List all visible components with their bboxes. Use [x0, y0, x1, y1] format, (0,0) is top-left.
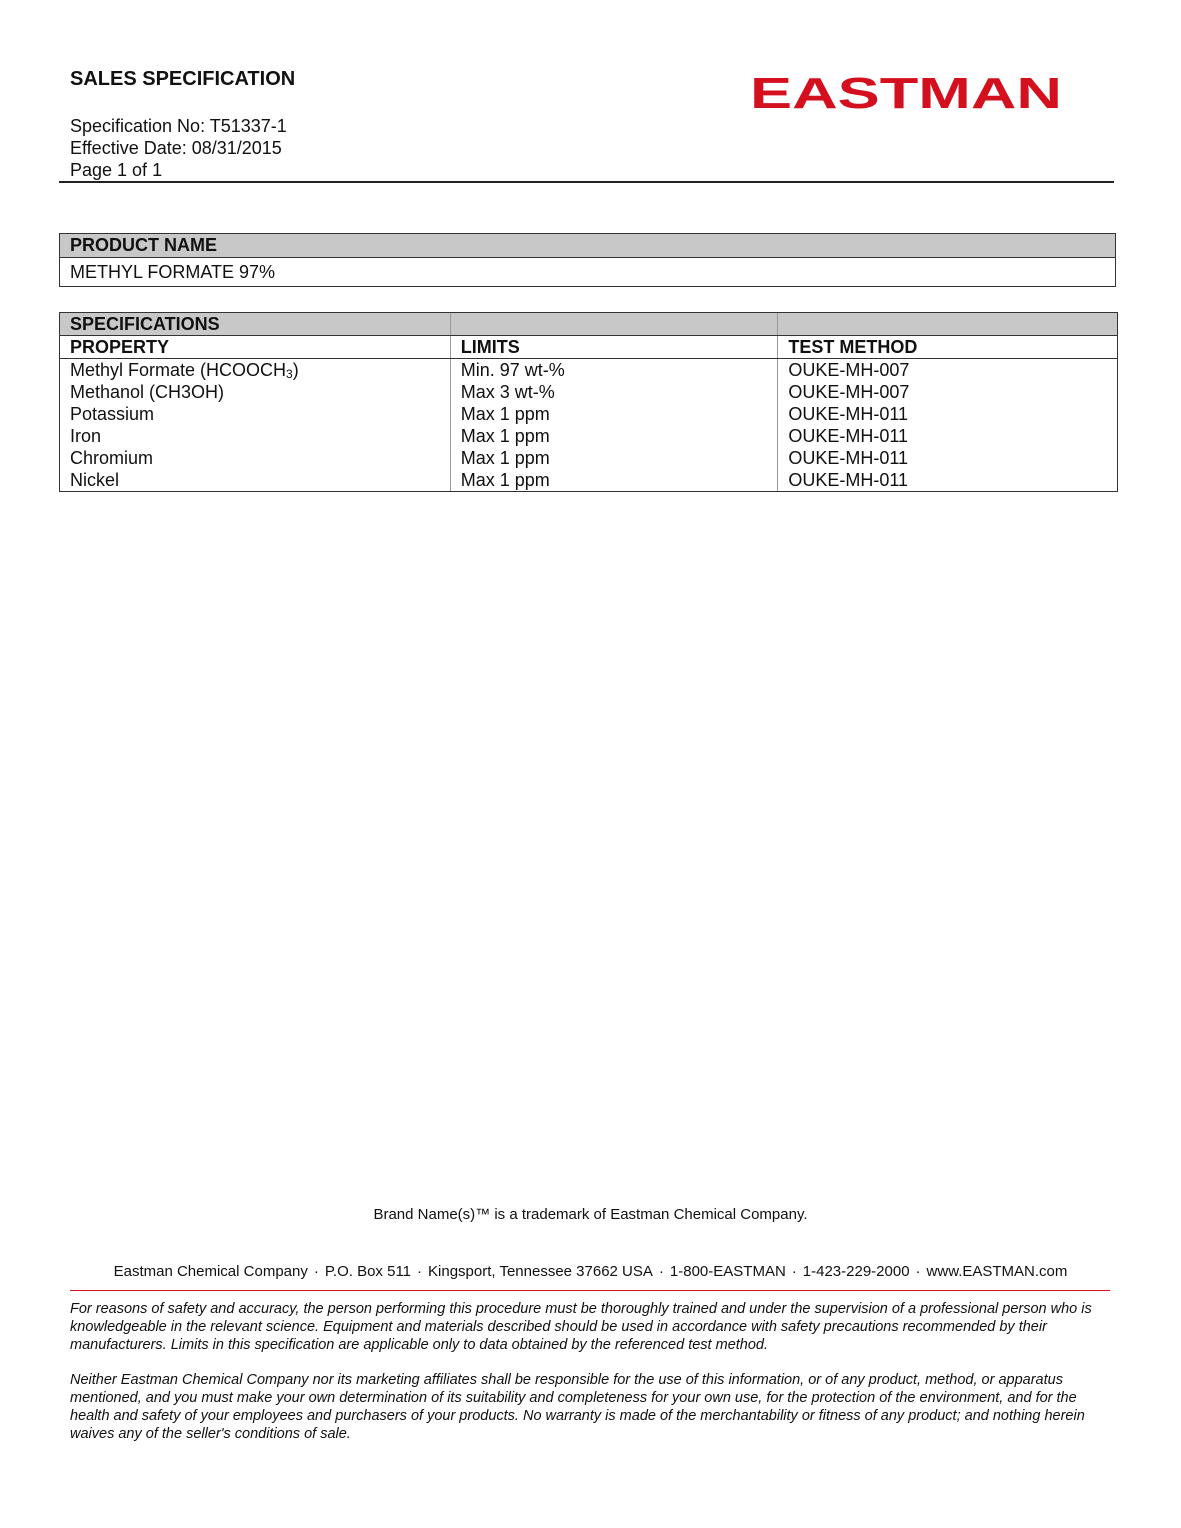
product-name-value: METHYL FORMATE 97%: [60, 258, 1116, 287]
column-header-test-method: TEST METHOD: [778, 336, 1118, 359]
table-row: [60, 447, 1118, 469]
limit-cell: Max 1 ppm: [450, 403, 778, 425]
trademark-notice: Brand Name(s)™ is a trademark of Eastman Chemical Company.: [373, 1206, 808, 1223]
city-address: Kingsport, Tennessee 37662 USA: [428, 1263, 653, 1280]
svg-text:EASTMAN: EASTMAN: [750, 72, 1062, 112]
column-header-property: PROPERTY: [60, 336, 451, 359]
effective-date: Effective Date: 08/31/2015: [70, 138, 282, 158]
separator-dot: ·: [791, 1263, 797, 1280]
table-row: [60, 359, 1118, 382]
column-header-limits: LIMITS: [450, 336, 778, 359]
footer-divider: [70, 1290, 1110, 1291]
table-row: [60, 425, 1118, 447]
test-method-cell: OUKE-MH-007: [778, 381, 1118, 403]
separator-dot: ·: [915, 1263, 921, 1280]
property-cell: Iron: [60, 425, 451, 447]
company-name: Eastman Chemical Company: [113, 1263, 308, 1280]
test-method-cell: OUKE-MH-011: [778, 447, 1118, 469]
specifications-table: [59, 312, 1118, 492]
test-method-cell: OUKE-MH-011: [778, 425, 1118, 447]
eastman-logo: [750, 72, 1062, 112]
website-link[interactable]: www.EASTMAN.com: [926, 1263, 1068, 1280]
table-row: [60, 381, 1118, 403]
company-address-bar: [0, 1263, 1181, 1280]
separator-dot: ·: [658, 1263, 664, 1280]
limit-cell: Min. 97 wt-%: [450, 359, 778, 382]
property-cell: Chromium: [60, 447, 451, 469]
specification-number: Specification No: T51337-1: [70, 116, 287, 136]
separator-dot: ·: [313, 1263, 319, 1280]
property-cell: Methyl Formate $(HCOOCH_3)$: [60, 359, 451, 382]
property-cell: Methanol (CH3OH): [60, 381, 451, 403]
property-cell: Potassium: [60, 403, 451, 425]
limit-cell: Max 1 ppm: [450, 425, 778, 447]
test-method-cell: OUKE-MH-007: [778, 359, 1118, 382]
limit-cell: Max 1 ppm: [450, 469, 778, 492]
test-method-cell: OUKE-MH-011: [778, 469, 1118, 492]
page-indicator: Page 1 of 1: [70, 160, 163, 180]
property-cell: Nickel: [60, 469, 451, 492]
phone-toll-free: 1-800-EASTMAN: [669, 1263, 786, 1280]
header-divider: [59, 181, 1114, 183]
separator-dot: ·: [417, 1263, 423, 1280]
phone-number: 1-423-229-2000: [802, 1263, 910, 1280]
liability-disclaimer: Neither Eastman Chemical Company nor its marketing affiliates shall be responsible for the use of this information, or of any product, method, or apparatus mentioned, and you must make your own determination of its suitability and completeness for your own use, for the protection of the environment, and for the health and safety of your employees and purchasers of your products. No warranty is made of the merchantability or fitness of any product; and nothing herein waives any of the seller's conditions of sale.: [70, 1372, 1085, 1442]
document-title: SALES SPECIFICATION: [70, 68, 296, 90]
limit-cell: Max 1 ppm: [450, 447, 778, 469]
table-row: [60, 403, 1118, 425]
table-row: [60, 469, 1118, 492]
test-method-cell: OUKE-MH-011: [778, 403, 1118, 425]
po-box: P.O. Box 511: [324, 1263, 412, 1280]
product-name-table: [59, 233, 1116, 287]
limit-cell: Max 3 wt-%: [450, 381, 778, 403]
safety-disclaimer: For reasons of safety and accuracy, the person performing this procedure must be thoroughly trained and under the supervision of a professional person who is knowledgeable in the relevant science. Equipment and materials described should be used in accordance with safety precautions recommended by their manufacturers. Limits in this specification are applicable only to data obtained by the referenced test method.: [70, 1301, 1092, 1353]
product-name-heading: PRODUCT NAME: [60, 234, 1116, 258]
specifications-heading: SPECIFICATIONS: [60, 313, 451, 336]
